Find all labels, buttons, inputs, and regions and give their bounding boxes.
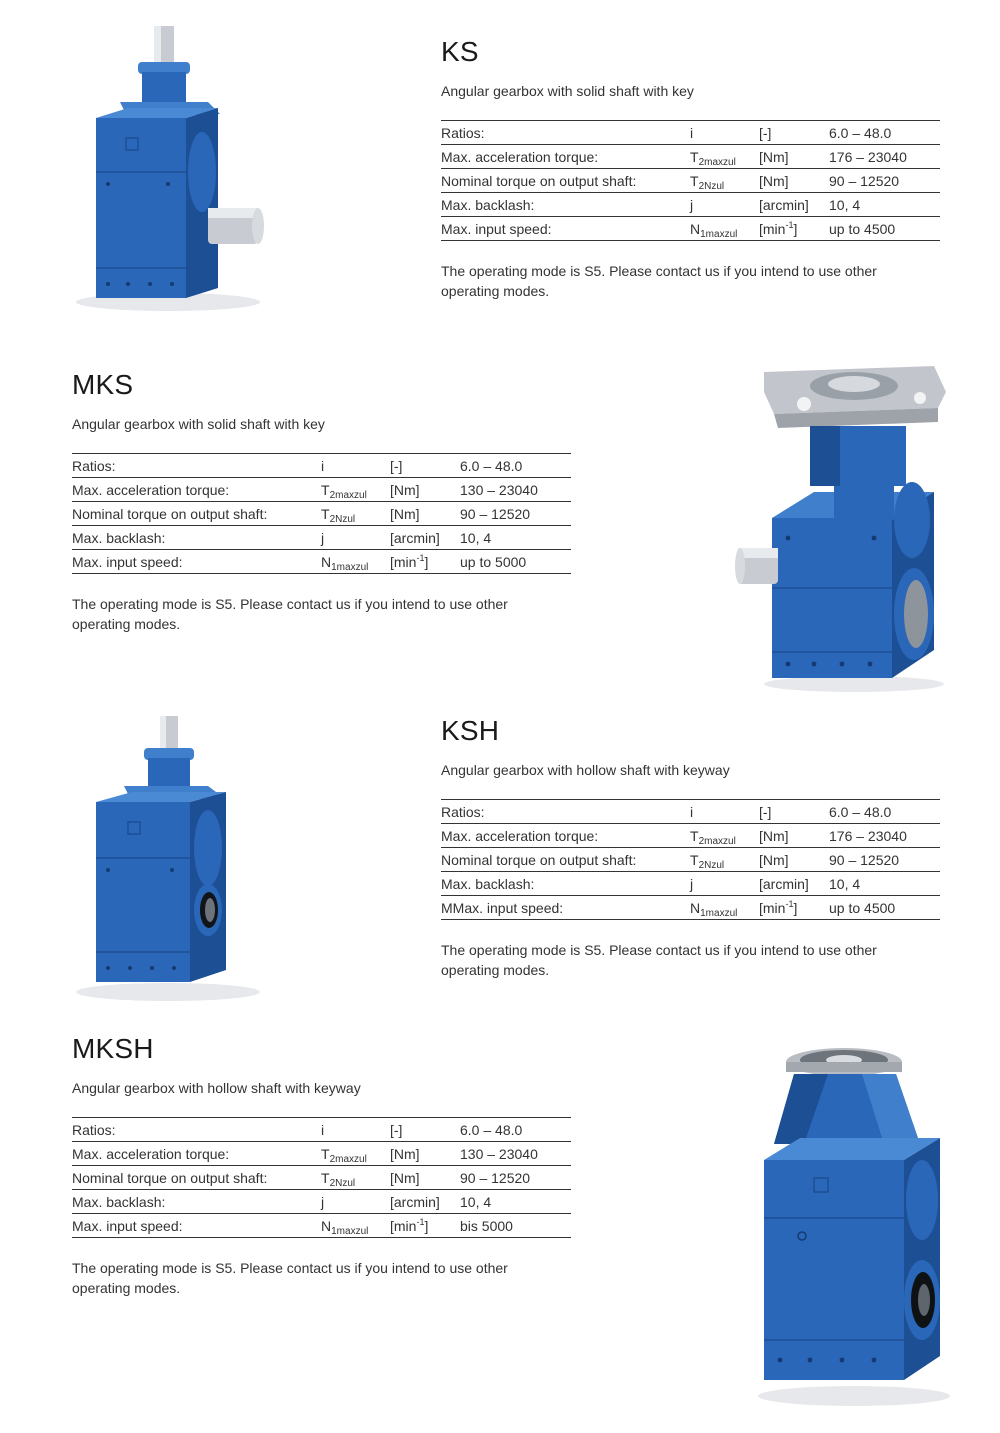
spec-symbol xyxy=(690,824,759,848)
spec-symbol xyxy=(321,478,390,502)
spec-label: Max. acceleration torque: xyxy=(441,149,599,165)
spec-symbol xyxy=(321,550,390,574)
symbol-subscript: 2Nzul xyxy=(329,1178,356,1189)
spec-symbol xyxy=(690,896,759,920)
spec-symbol xyxy=(321,1214,390,1238)
spec-row xyxy=(72,1142,571,1166)
mks-gearbox-image xyxy=(734,352,954,692)
symbol-letter: T xyxy=(321,1146,330,1162)
spec-symbol xyxy=(690,848,759,872)
spec-value: up to 4500 xyxy=(829,900,896,916)
symbol-letter: i xyxy=(690,804,694,820)
spec-value: 6.0 – 48.0 xyxy=(460,1122,523,1138)
product-subtitle: Angular gearbox with hollow shaft with keyway xyxy=(441,762,730,778)
unit-text: [min xyxy=(390,554,417,570)
spec-unit xyxy=(759,800,829,824)
symbol-letter: j xyxy=(690,197,694,213)
spec-label: Max. acceleration torque: xyxy=(441,828,599,844)
spec-symbol xyxy=(690,872,759,896)
unit-text: [Nm] xyxy=(759,173,789,189)
unit-text: [Nm] xyxy=(759,149,789,165)
symbol-letter: i xyxy=(321,1122,325,1138)
symbol-letter: T xyxy=(690,149,699,165)
unit-text: [arcmin] xyxy=(390,1194,440,1210)
product-subtitle: Angular gearbox with hollow shaft with keyway xyxy=(72,1080,361,1096)
specs-body xyxy=(441,121,940,241)
operating-mode-note: The operating mode is S5. Please contact us if you intend to use other operating modes. xyxy=(441,942,877,978)
spec-unit xyxy=(390,502,460,526)
symbol-subscript: 2maxzul xyxy=(698,157,736,168)
unit-text: [-] xyxy=(390,1122,403,1138)
spec-symbol xyxy=(321,454,390,478)
unit-text: [-] xyxy=(390,458,403,474)
spec-symbol xyxy=(321,526,390,550)
symbol-letter: T xyxy=(690,828,699,844)
spec-row xyxy=(441,872,940,896)
spec-label: Ratios: xyxy=(72,458,116,474)
spec-label: Ratios: xyxy=(441,125,485,141)
spec-value: 90 – 12520 xyxy=(460,1170,531,1186)
spec-row xyxy=(441,145,940,169)
unit-text: [Nm] xyxy=(759,852,789,868)
specs-body xyxy=(72,454,571,574)
spec-value: 176 – 23040 xyxy=(829,828,907,844)
symbol-letter: i xyxy=(690,125,694,141)
spec-row xyxy=(441,800,940,824)
spec-label: Max. acceleration torque: xyxy=(72,482,230,498)
product-title: MKSH xyxy=(72,1033,154,1064)
symbol-subscript: 2maxzul xyxy=(329,1154,367,1165)
spec-unit xyxy=(390,454,460,478)
spec-symbol xyxy=(690,800,759,824)
spec-symbol xyxy=(690,193,759,217)
symbol-subscript: 1maxzul xyxy=(331,1226,369,1237)
unit-superscript: -1 xyxy=(416,1217,425,1227)
product-mks xyxy=(72,369,571,634)
unit-text: [Nm] xyxy=(390,1170,420,1186)
spec-unit xyxy=(759,145,829,169)
spec-symbol xyxy=(321,1190,390,1214)
unit-text: [-] xyxy=(759,125,772,141)
spec-unit xyxy=(390,550,460,574)
spec-unit xyxy=(759,121,829,145)
spec-label: Nominal torque on output shaft: xyxy=(72,506,268,522)
spec-label: Max. input speed: xyxy=(72,1218,183,1234)
spec-value: up to 4500 xyxy=(829,221,896,237)
spec-row xyxy=(72,478,571,502)
symbol-letter: T xyxy=(321,1170,330,1186)
spec-value: bis 5000 xyxy=(460,1218,513,1234)
spec-label: Nominal torque on output shaft: xyxy=(72,1170,268,1186)
spec-unit xyxy=(390,478,460,502)
spec-value: 90 – 12520 xyxy=(460,506,531,522)
unit-text: [Nm] xyxy=(390,482,420,498)
product-mksh xyxy=(72,1033,571,1298)
unit-text: [Nm] xyxy=(390,506,420,522)
symbol-letter: N xyxy=(321,1218,332,1234)
unit-text: [min xyxy=(759,900,786,916)
product-subtitle: Angular gearbox with solid shaft with key xyxy=(441,83,694,99)
spec-row xyxy=(72,1214,571,1238)
spec-row xyxy=(72,1166,571,1190)
spec-unit xyxy=(759,896,829,920)
product-subtitle: Angular gearbox with solid shaft with key xyxy=(72,416,325,432)
unit-text: [arcmin] xyxy=(759,876,809,892)
specs-body xyxy=(72,1118,571,1238)
unit-text-end: ] xyxy=(424,1218,429,1234)
spec-symbol xyxy=(690,121,759,145)
spec-value: 6.0 – 48.0 xyxy=(829,125,892,141)
spec-value: 90 – 12520 xyxy=(829,173,900,189)
product-title: KSH xyxy=(441,715,500,746)
spec-label: Ratios: xyxy=(72,1122,116,1138)
symbol-letter: T xyxy=(321,506,330,522)
unit-text-end: ] xyxy=(793,221,798,237)
specs-table xyxy=(72,453,571,574)
symbol-letter: i xyxy=(321,458,325,474)
unit-text: [arcmin] xyxy=(390,530,440,546)
symbol-letter: T xyxy=(690,173,699,189)
specs-body xyxy=(441,800,940,920)
unit-text: [min xyxy=(390,1218,417,1234)
spec-value: up to 5000 xyxy=(460,554,527,570)
spec-unit xyxy=(390,1166,460,1190)
spec-label: Max. backlash: xyxy=(441,197,535,213)
symbol-letter: N xyxy=(690,221,701,237)
spec-label: Max. backlash: xyxy=(441,876,535,892)
spec-unit xyxy=(759,217,829,241)
spec-row xyxy=(441,896,940,920)
spec-label: Max. input speed: xyxy=(441,221,552,237)
product-title: KS xyxy=(441,36,479,67)
spec-value: 130 – 23040 xyxy=(460,482,538,498)
spec-symbol xyxy=(690,217,759,241)
specs-table xyxy=(441,120,940,241)
spec-symbol xyxy=(321,1118,390,1142)
operating-mode-note: The operating mode is S5. Please contact us if you intend to use other operating modes. xyxy=(72,1260,508,1296)
spec-label: Max. backlash: xyxy=(72,1194,166,1210)
spec-value: 176 – 23040 xyxy=(829,149,907,165)
symbol-letter: j xyxy=(690,876,694,892)
symbol-subscript: 2Nzul xyxy=(698,181,725,192)
spec-value: 130 – 23040 xyxy=(460,1146,538,1162)
unit-superscript: -1 xyxy=(416,553,425,563)
product-title: MKS xyxy=(72,369,134,400)
symbol-subscript: 1maxzul xyxy=(331,562,369,573)
symbol-letter: j xyxy=(321,530,325,546)
symbol-letter: T xyxy=(690,852,699,868)
spec-value: 10, 4 xyxy=(829,197,861,213)
spec-label: Max. input speed: xyxy=(72,554,183,570)
spec-symbol xyxy=(321,1142,390,1166)
unit-text: [Nm] xyxy=(759,828,789,844)
symbol-subscript: 1maxzul xyxy=(700,908,738,919)
spec-row xyxy=(441,217,940,241)
ksh-gearbox-image xyxy=(68,712,268,1002)
product-ks xyxy=(441,36,940,301)
unit-text: [-] xyxy=(759,804,772,820)
specs-table xyxy=(72,1117,571,1238)
spec-unit xyxy=(390,526,460,550)
operating-mode-note: The operating mode is S5. Please contact us if you intend to use other operating modes. xyxy=(441,263,877,299)
spec-unit xyxy=(390,1190,460,1214)
symbol-subscript: 2maxzul xyxy=(329,490,367,501)
unit-text-end: ] xyxy=(793,900,798,916)
operating-mode-note: The operating mode is S5. Please contact us if you intend to use other operating modes. xyxy=(72,596,508,632)
spec-row xyxy=(441,848,940,872)
spec-label: Max. backlash: xyxy=(72,530,166,546)
spec-label: Ratios: xyxy=(441,804,485,820)
spec-value: 10, 4 xyxy=(460,1194,492,1210)
symbol-letter: T xyxy=(321,482,330,498)
spec-value: 90 – 12520 xyxy=(829,852,900,868)
spec-row xyxy=(441,824,940,848)
symbol-letter: N xyxy=(690,900,701,916)
spec-symbol xyxy=(690,169,759,193)
spec-unit xyxy=(759,193,829,217)
spec-symbol xyxy=(321,502,390,526)
unit-superscript: -1 xyxy=(785,220,794,230)
spec-row xyxy=(72,526,571,550)
spec-row xyxy=(72,502,571,526)
symbol-subscript: 2Nzul xyxy=(329,514,356,525)
unit-superscript: -1 xyxy=(785,899,794,909)
spec-label: Max. acceleration torque: xyxy=(72,1146,230,1162)
unit-text: [Nm] xyxy=(390,1146,420,1162)
mksh-gearbox-image xyxy=(744,1040,974,1410)
spec-row xyxy=(441,169,940,193)
spec-label: Nominal torque on output shaft: xyxy=(441,852,637,868)
spec-unit xyxy=(759,169,829,193)
unit-text: [min xyxy=(759,221,786,237)
spec-row xyxy=(72,1118,571,1142)
spec-value: 6.0 – 48.0 xyxy=(829,804,892,820)
spec-unit xyxy=(759,824,829,848)
unit-text-end: ] xyxy=(424,554,429,570)
spec-symbol xyxy=(690,145,759,169)
symbol-subscript: 2Nzul xyxy=(698,860,725,871)
spec-unit xyxy=(390,1118,460,1142)
spec-row xyxy=(441,193,940,217)
symbol-letter: N xyxy=(321,554,332,570)
spec-row xyxy=(72,550,571,574)
spec-label: MMax. input speed: xyxy=(441,900,564,916)
spec-row xyxy=(441,121,940,145)
spec-value: 6.0 – 48.0 xyxy=(460,458,523,474)
symbol-subscript: 1maxzul xyxy=(700,229,738,240)
spec-row xyxy=(72,454,571,478)
symbol-subscript: 2maxzul xyxy=(698,836,736,847)
spec-unit xyxy=(390,1142,460,1166)
spec-value: 10, 4 xyxy=(829,876,861,892)
spec-unit xyxy=(759,848,829,872)
spec-unit xyxy=(759,872,829,896)
spec-unit xyxy=(390,1214,460,1238)
symbol-letter: j xyxy=(321,1194,325,1210)
spec-row xyxy=(72,1190,571,1214)
unit-text: [arcmin] xyxy=(759,197,809,213)
spec-value: 10, 4 xyxy=(460,530,492,546)
spec-symbol xyxy=(321,1166,390,1190)
product-ksh xyxy=(441,715,940,980)
spec-label: Nominal torque on output shaft: xyxy=(441,173,637,189)
specs-table xyxy=(441,799,940,920)
ks-gearbox-image xyxy=(68,22,268,312)
